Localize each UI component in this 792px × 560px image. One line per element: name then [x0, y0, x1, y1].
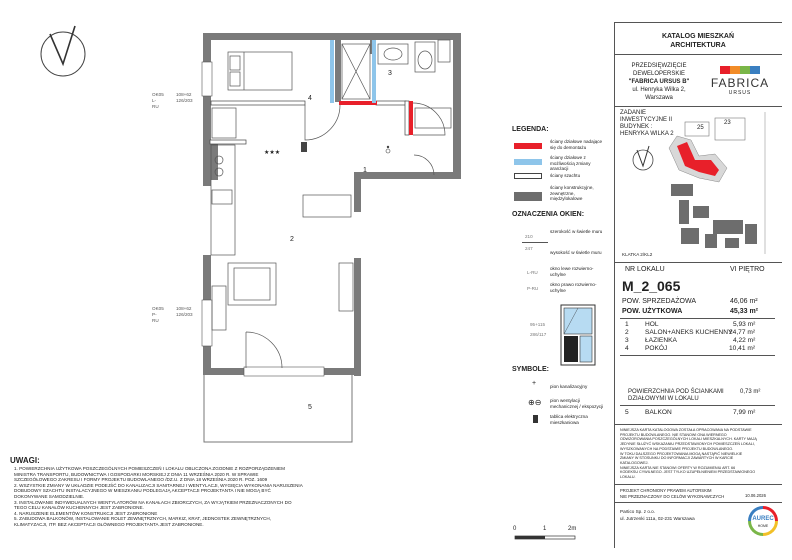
note-line: 5. ZABUDOWA BALKONÓW, INSTALOWANIE ROLET ZEWNĘTRZNYCH, MARKIZ, KRAT, JEDNOSTEK ZEWNĘTRZNYCH,	[14, 516, 271, 522]
developer-line: "FABRICA URSUS B"	[628, 79, 690, 85]
company-info	[620, 508, 695, 522]
aurec-logo-sub: HOME	[757, 524, 769, 528]
window-tag-top-dim1: 108+62	[176, 92, 192, 97]
windows-width-label: szerokość w świetle muru	[550, 229, 603, 234]
panel-symbol-icon	[533, 415, 538, 423]
company-address: ul. Jutrzenki 111a, 02-231 Warszawa	[620, 516, 695, 521]
disclaimer-line: NINIEJSZA KARTA NIE STANOWI OFERTY W ROZUMIENIU ART. 66	[620, 465, 736, 470]
disclaimer-line: W TOKU DALSZEGO PROJEKTOWANIA MOGĄ NASTĄPIĆ NIEWIELKIE	[620, 451, 743, 456]
scale-label-1: 1	[543, 526, 547, 532]
room-number-5: 5	[308, 404, 312, 411]
windows-left-label: okno lewe rozwierno-uchylne	[550, 266, 594, 277]
room-area: 5,93 m²	[733, 321, 756, 328]
scale-bar	[515, 536, 575, 539]
task-line: HENRYKA WILKA 2	[620, 131, 674, 137]
catalog-subtitle: ARCHITEKTURA	[670, 42, 726, 49]
door-dim-1: 95+115	[530, 322, 546, 327]
window-tag-bottom-type: P-RU	[152, 312, 159, 323]
aurec-logo-text: AUREC	[752, 516, 774, 522]
electric-stars: ★★★	[264, 150, 281, 156]
sales-area-label: POW. SPRZEDAŻOWA	[622, 298, 697, 305]
copyright-line1: PROJEKT CHRONIONY PRAWEM AUTORSKIM	[620, 488, 712, 493]
room-no: 3	[625, 337, 629, 344]
usable-area-value: 45,33 m²	[730, 308, 759, 315]
disclaimer-line: WYSZKOWANYCH NA PODSTAWIE PROJEKTU BUDOWLANEGO.	[620, 446, 734, 451]
developer-line: DEWELOPERSKIE	[632, 71, 685, 77]
balcony-door-diagram	[560, 304, 596, 366]
windows-right-label: okno prawo rozwierno-uchylne	[550, 282, 597, 293]
catalog-title: KATALOG MIESZKAŃ	[661, 33, 735, 40]
symbol-panel-label: tablica elektryczna mieszkaniowa	[550, 414, 588, 425]
note-line: 1. POWIERZCHNIA UŻYTKOWA POSZCZEGÓLNYCH POMIESZCZEŃ I LOKALU OBLICZONA ZGODNIE Z ROZPORZĄDZENIEM	[14, 466, 285, 471]
note-line: SZCZEGÓŁOWEGO ZAKRESU I FORMY PROJEKTU BUDOWLANEGO /DZ.U. Z DNIA 18 WRZEŚNIA 2020 R. POZ. 1609	[14, 477, 268, 483]
room-number-1: 1	[363, 167, 367, 174]
north-arrow-icon	[41, 26, 85, 76]
windows-height-label: wysokość w świetle muru	[550, 250, 602, 255]
note-line: 3. INSTALOWANIE INDYWIDUALNYCH WENTYLATORÓW NA KANAŁACH ZBIORCZYCH, ZA WYJĄTKIEM PRZEZNACZONYCH DO	[14, 499, 292, 505]
disclaimer	[620, 428, 780, 480]
window-tag-bottom-dim2: 126/203	[176, 312, 193, 317]
legend-text-structural: ściany konstrukcyjne, zewnętrzne, międzylokalowe	[550, 185, 594, 202]
disclaimer-line: JEDYNIE SŁUŻYĆ WSKAZANIU PRZEDSTAWIONYCH POMIESZCZEŃ LOKALI,	[620, 442, 755, 447]
unit-nr-label: NR LOKALU	[625, 266, 665, 273]
windows-sample-l: L-RU	[527, 270, 538, 275]
balcony-area: 7,99 m²	[733, 409, 756, 416]
room-area: 24,77 m²	[729, 329, 756, 336]
fabrica-logo-sub: URSUS	[728, 90, 752, 96]
symbol-sewer-label: pion kanalizacyjny	[550, 384, 588, 389]
notes-title: UWAGI:	[10, 456, 40, 465]
balcony-no: 5	[625, 409, 629, 416]
vent-symbol-icon: ⊕⊖	[528, 398, 542, 407]
window-tag-top-code: OK05	[152, 92, 164, 97]
disclaimer-line: NINIEJSZA KARTA KATALOGOWA ZOSTAŁA OPRACOWANA NA PODSTAWIE	[620, 428, 752, 432]
balcony-outline	[204, 374, 352, 442]
copyright-date: 10.06.2026	[745, 493, 766, 498]
developer-line: PRZEDSIĘWZIĘCIE	[631, 63, 687, 69]
room-no: 4	[625, 345, 629, 352]
disclaimer-line: PROJEKTU BUDOWLANEGO. NIE STANOWI ONA WIERNEGO	[620, 432, 727, 437]
note-line: 4. NARUSZENIE ELEMENTÓW KONSTRUKCJI JEST ZABRONIONE	[14, 510, 158, 516]
fabrica-logo-bars	[720, 66, 760, 74]
door-dim-2: 286/117	[530, 332, 547, 337]
room-name: ŁAZIENKA	[645, 337, 677, 344]
stair-label: KLATKA 2/KL2	[622, 252, 653, 257]
room-number-4: 4	[308, 95, 312, 102]
room-no: 1	[625, 321, 629, 328]
windows-sample-w: 210	[525, 234, 533, 239]
doors	[246, 103, 445, 368]
symbol-vent-label: pion wentylacji mechanicznej / ekspozycji	[550, 398, 604, 409]
electric-panel-icon	[301, 142, 307, 152]
vent-pipe-icon	[386, 149, 390, 153]
note-line: KLIMATYZACJI, ITP. BEZ AKCEPTACJI GŁÓWNEGO PROJEKTANTA JEST ZABRONIONE.	[14, 521, 204, 527]
window-tag-bottom-dim1: 108+62	[176, 306, 192, 311]
legend-swatch-demolition	[514, 143, 542, 149]
developer-info	[614, 62, 704, 102]
symbols-title: SYMBOLE:	[512, 366, 549, 373]
unit-number: M_2_065	[622, 278, 681, 294]
legend-text-demolition: ściany działowe nadające się do demontażu	[550, 139, 603, 150]
legend-swatch-rearrange	[514, 159, 542, 165]
developer-line: Warszawa	[645, 95, 673, 101]
scale-label-0: 0	[513, 526, 517, 532]
legend-text-rearrange: ściany działowe z możliwością zmiany aranżacji	[550, 155, 591, 172]
windows-sample-p: P-RU	[527, 286, 539, 291]
unit-floor: VI PIĘTRO	[730, 266, 765, 273]
window-tag-top-dim2: 126/203	[176, 98, 193, 103]
usable-area-label: POW. UŻYTKOWA	[622, 308, 683, 315]
legend-text-shaft: ściany szachtu	[550, 173, 581, 178]
walls-value: 0,73 m²	[740, 389, 761, 395]
room-name: POKÓJ	[645, 345, 668, 352]
scale-label-2m: 2m	[568, 526, 577, 532]
task-line: BUDYNEK :	[620, 124, 653, 130]
disclaimer-line: KODEKSU CYWILNEGO. JEST TYLKO UZUPEŁNIENIEM PRZEDSTAWIONEGO	[620, 470, 756, 475]
walls-label-1: POWIERZCHNIA POD ŚCIANKAMI	[628, 389, 724, 395]
legend-swatch-structural	[514, 192, 542, 201]
note-line: MINISTRA TRANSPORTU, BUDOWNICTWA I GOSPODARKI MORSKIEJ Z DNIA 11 WRZEŚNIA 2020 R. W SPRAWIE	[14, 471, 259, 477]
partition-walls	[210, 40, 413, 144]
legend-title: LEGENDA:	[512, 126, 549, 133]
windows-sample-h: 247	[525, 246, 533, 251]
fabrica-logo	[710, 66, 770, 102]
notes-list	[14, 466, 344, 528]
note-line: 2. WSZYSTKIE ZMIANY W UKŁADZIE PODEJŚĆ DO KANALIZACJI SANITARNEJ I WENTYLACJI, WYGIĘCIA WYKONANIA NARUSZENIA	[14, 482, 303, 488]
room-area: 10,41 m²	[729, 345, 756, 352]
windows-legend-title: OZNACZENIA OKIEN:	[512, 211, 585, 218]
room-number-3: 3	[388, 70, 392, 77]
note-line: DOKONYWANE SAMODZIELNIE.	[14, 493, 85, 499]
bathroom-fixtures	[342, 40, 451, 128]
sewer-pipe-icon	[387, 146, 389, 148]
window-tag-top-type: L-RU	[152, 98, 159, 109]
developer-line: ul. Henryka Wilka 2,	[632, 87, 686, 93]
room-name: HOL	[645, 321, 659, 328]
room-no: 2	[625, 329, 629, 336]
legend-swatch-shaft	[514, 173, 542, 179]
fabrica-logo-text: FABRICA	[710, 76, 770, 90]
aurec-logo	[748, 506, 778, 536]
site-label-23: 23	[724, 120, 731, 126]
disclaimer-line: ODWZOROWANIA POSZCZEGÓLNYCH LOKALI MIESZKALNYCH. KARTY MAJĄ	[620, 437, 757, 442]
living-furniture	[211, 145, 353, 330]
balcony-name: BALKON	[645, 409, 672, 416]
note-line: DOBUDOWY SZACHTU INSTALACYJNEGO W MIESZKANIU PODLEGAJĄ AKCEPTACJI PROJEKTANTA I NIE MOGĄ BYĆ	[14, 488, 271, 494]
task-line: ZADANIE	[620, 110, 647, 116]
window-tag-bottom-code: OK05	[152, 306, 164, 311]
room-area: 4,22 m²	[733, 337, 756, 344]
disclaimer-line: KATALOGOWEJ.	[620, 460, 649, 465]
bedroom-furniture	[212, 52, 292, 138]
note-line: TEGO CELU KANAŁÓW KUCHENNYCH JEST ZABRONIONE.	[14, 505, 144, 511]
room-number-2: 2	[290, 236, 294, 243]
company-name: Partico Sp. z o.o.	[620, 509, 655, 514]
room-name: SALON+ANEKS KUCHENNY	[645, 329, 733, 336]
sales-area-value: 46,06 m²	[730, 298, 758, 305]
walls-label-2: DZIAŁOWYMI W LOKALU	[628, 396, 699, 402]
task-line: INWESTYCYJNE II	[620, 117, 673, 123]
copyright-line2: NIE PRZEZNACZONY DO CELÓW WYKONAWCZYCH	[620, 493, 725, 499]
site-label-25: 25	[697, 125, 704, 131]
sewer-symbol-icon: +	[532, 380, 537, 387]
disclaimer-line: ZMIANY W STOSUNKU DO INFORMACJI ZAWARTYCH W KARCIE	[620, 456, 734, 461]
disclaimer-line: LOKALU.	[620, 475, 636, 480]
